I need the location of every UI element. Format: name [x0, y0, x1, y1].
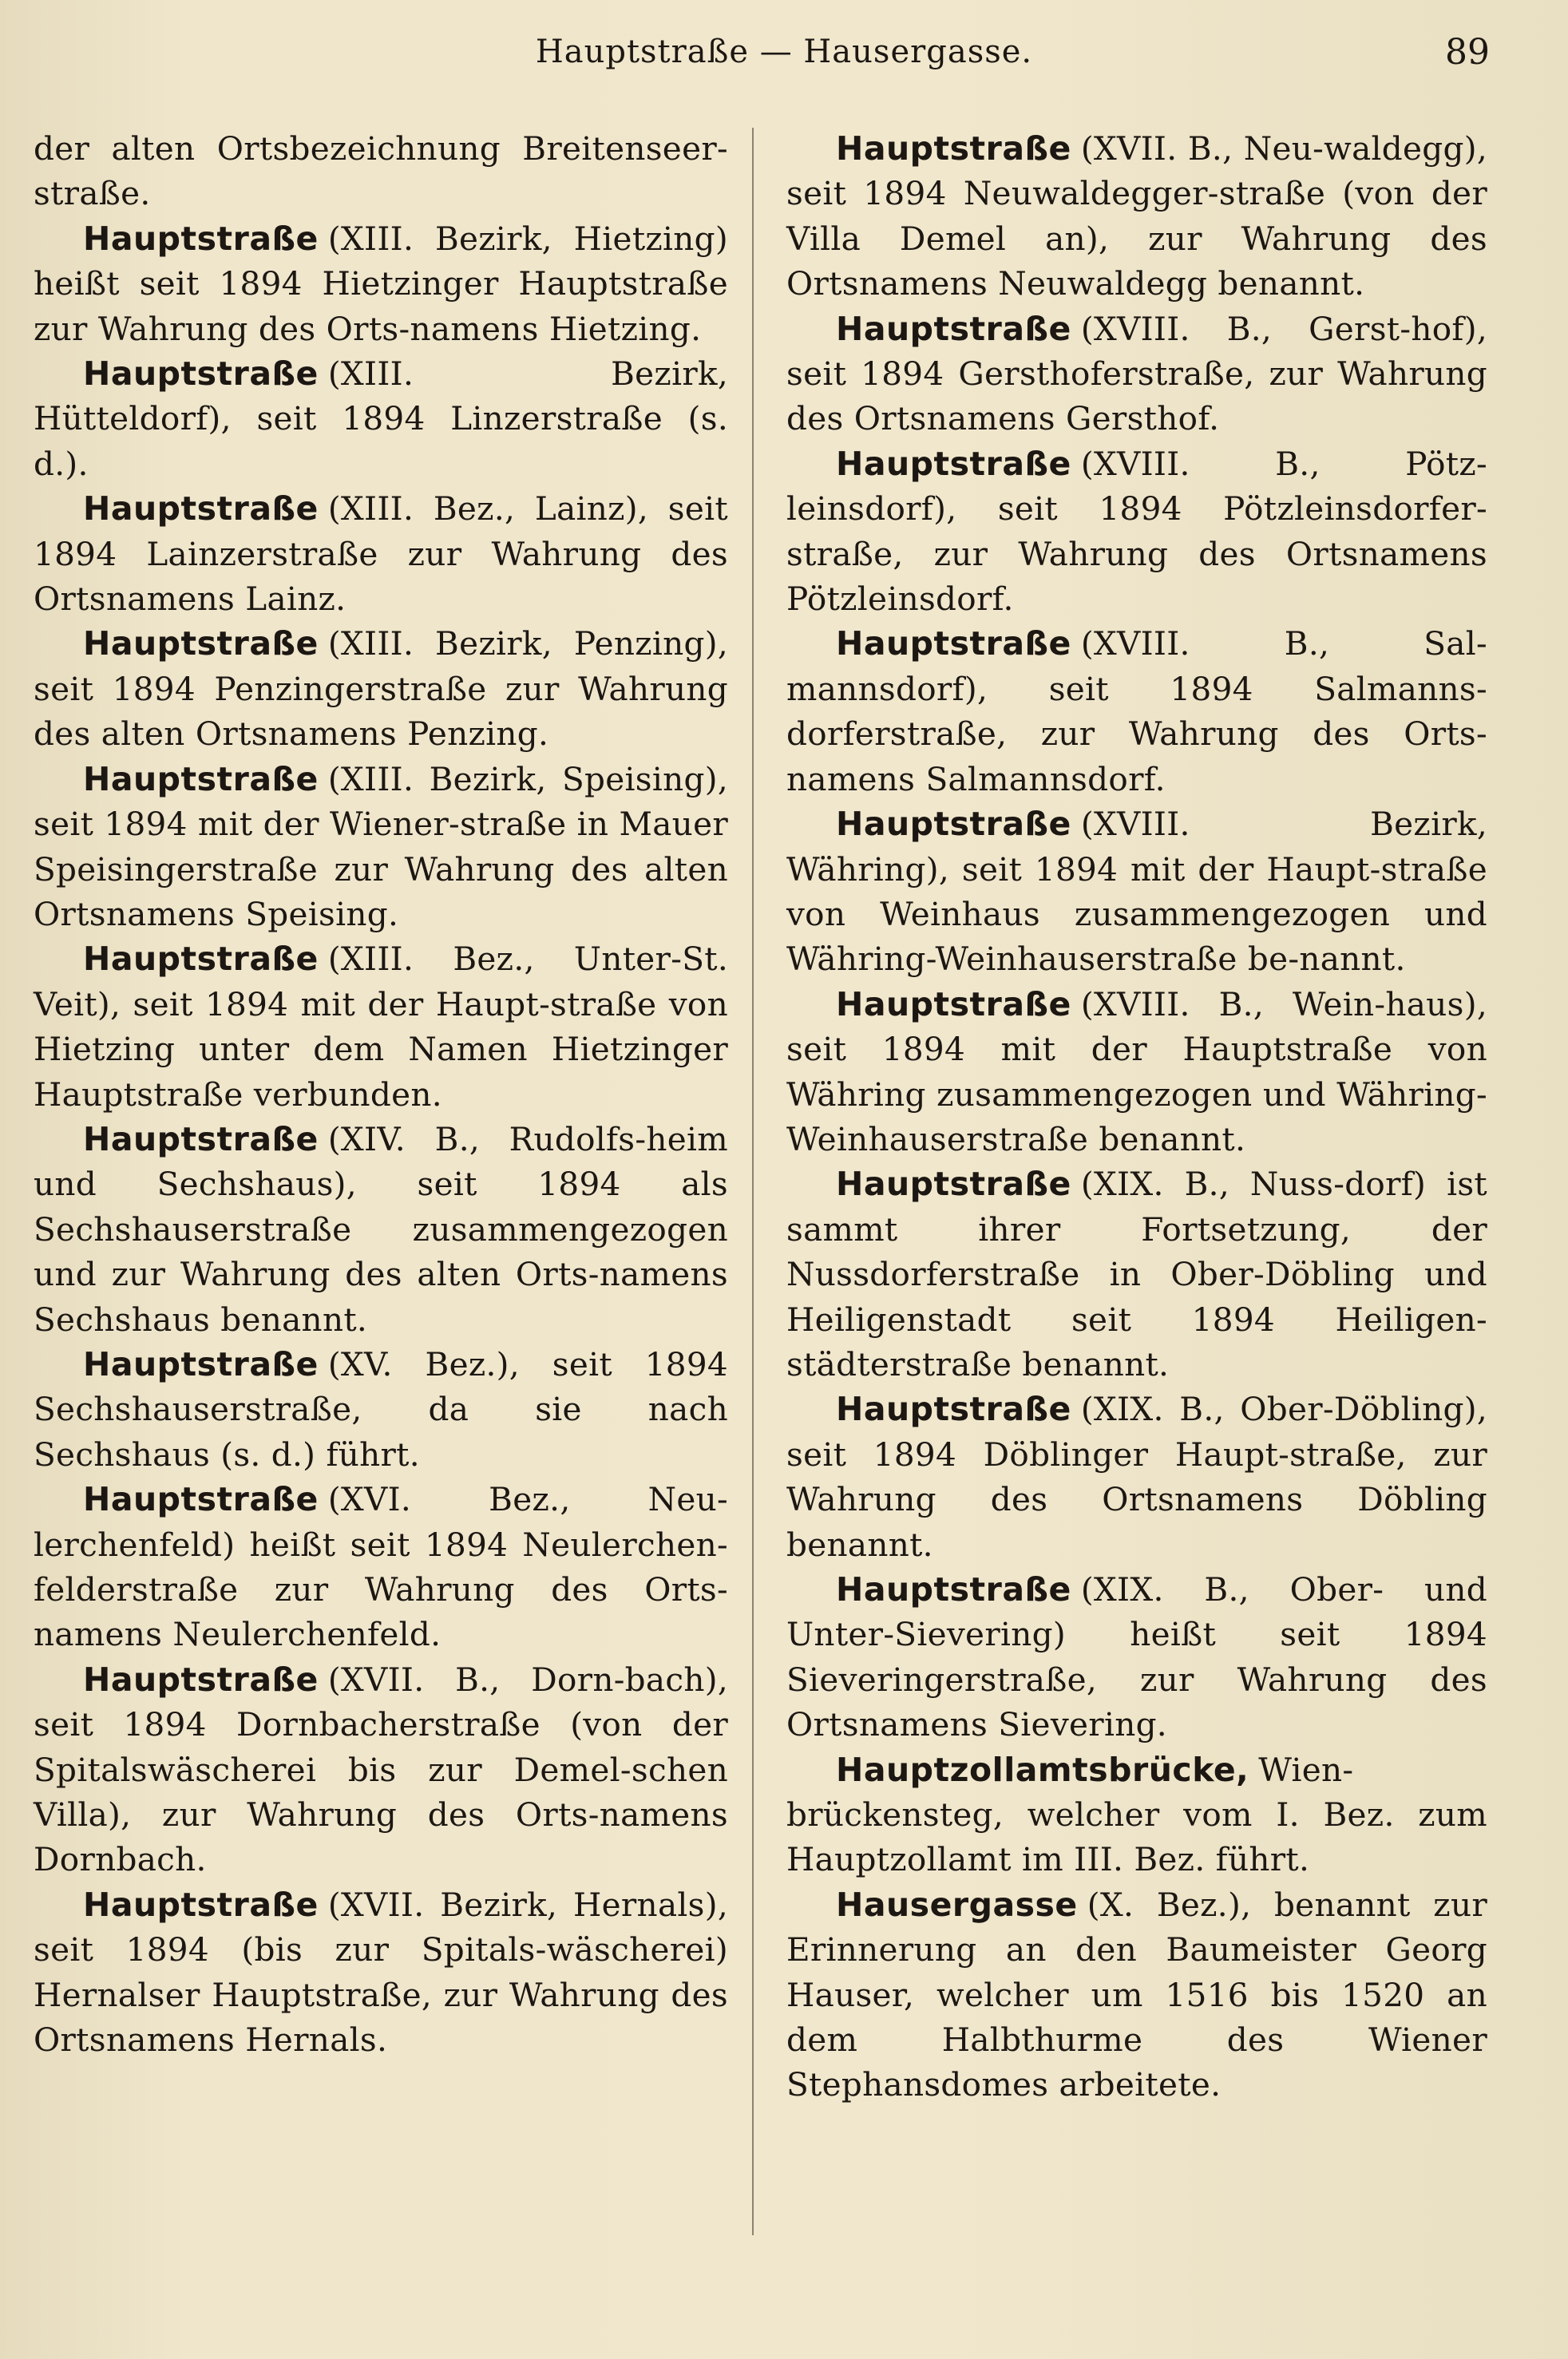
entry-text: (XVII. Bezirk, Hernals), seit 1894 (bis zur Spitals-wäscherei) Hernalser Hauptstraße, zur Wahrung des Ortsnamens Hernals.: [34, 1885, 728, 2060]
running-head: [0, 29, 1568, 77]
entry-text: (XIII. Bez., Unter-St. Veit), seit 1894 mit der Haupt-straße von Hietzing unter dem Namen Hietzinger Hauptstraße verbunden.: [34, 940, 728, 1114]
entry-text: (XVII. B., Dorn-bach), seit 1894 Dornbacherstraße (von der Spitalswäscherei bis zur Demel-schen Villa), zur Wahrung des Orts-namens Dornbach.: [34, 1660, 728, 1879]
entry-text: Wien-brückensteg, welcher vom I. Bez. zum Hauptzollamt im III. Bez. führt.: [786, 1750, 1487, 1879]
entry-headword: Hauptstraße: [83, 1480, 319, 1519]
entry-headword: Hauptstraße: [836, 1390, 1071, 1429]
entry-text: (XVIII. B., Pötz-leinsdorf), seit 1894 Pötzleinsdorfer-straße, zur Wahrung des Ortsnamens Pötzleinsdorf.: [786, 444, 1487, 619]
dictionary-entry: [34, 936, 728, 1117]
page-number: 89: [1445, 32, 1490, 73]
entry-headword: Hauptstraße: [83, 489, 319, 528]
entry-text: (XIII. Bez., Lainz), seit 1894 Lainzerstraße zur Wahrung des Ortsnamens Lainz.: [34, 489, 728, 619]
dictionary-entry: [34, 216, 728, 351]
dictionary-entry: [786, 802, 1487, 982]
right-column: [786, 126, 1487, 2108]
entry-headword: Hauptstraße: [83, 219, 319, 258]
entry-text: (XVII. B., Neu-waldegg), seit 1894 Neuwaldegger-straße (von der Villa Demel an), zur Wahrung des Ortsnamens Neuwaldegg benannt.: [786, 129, 1487, 303]
entry-headword: Hauptstraße: [83, 1344, 319, 1383]
dictionary-entry: [34, 1342, 728, 1477]
entry-text: (XV. Bez.), seit 1894 Sechshauserstraße, da sie nach Sechshaus (s. d.) führt.: [34, 1344, 728, 1474]
left-column: [34, 126, 728, 2062]
entry-headword: Hauptstraße: [83, 759, 319, 798]
dictionary-entry: [786, 1882, 1487, 2108]
entry-text: der alten Ortsbezeichnung Breitenseer-straße.: [34, 129, 728, 213]
entry-headword: Hauptstraße: [83, 1660, 319, 1699]
entry-headword: Hauptstraße: [836, 1570, 1071, 1609]
dictionary-entry: [786, 1567, 1487, 1747]
entry-text: (XVIII. B., Wein-haus), seit 1894 mit der Hauptstraße von Währing zusammengezogen und Währing-Weinhauserstraße benannt.: [786, 984, 1487, 1158]
entry-headword: Hauptstraße: [83, 1885, 319, 1924]
entry-headword: Hauptstraße: [836, 984, 1071, 1023]
entry-text: (XIX. B., Ober- und Unter-Sievering) heißt seit 1894 Sieveringerstraße, zur Wahrung des Ortsnamens Sievering.: [786, 1570, 1487, 1744]
dictionary-entry: [786, 1162, 1487, 1387]
dictionary-entry: [786, 1387, 1487, 1567]
entry-headword: Hauptstraße: [836, 805, 1071, 844]
entry-text: (XIII. Bezirk, Hütteldorf), seit 1894 Linzerstraße (s. d.).: [34, 354, 728, 483]
dictionary-entry: [34, 1657, 728, 1882]
dictionary-entry: [34, 757, 728, 937]
entry-text: (X. Bez.), benannt zur Erinnerung an den Baumeister Georg Hauser, welcher um 1516 bis 1520 an dem Halbthurme des Wiener Stephansdomes arbeitete.: [786, 1885, 1487, 2104]
dictionary-entry: [786, 1747, 1487, 1882]
dictionary-entry: [34, 621, 728, 756]
entry-text: (XVIII. Bezirk, Währing), seit 1894 mit der Haupt-straße von Weinhaus zusammengezogen und Währing-Weinhauserstraße be-nannt.: [786, 805, 1487, 979]
entry-continuation: [34, 126, 728, 216]
entry-text: (XIII. Bezirk, Speising), seit 1894 mit der Wiener-straße in Mauer Speisingerstraße zur Wahrung des alten Ortsnamens Speising.: [34, 759, 728, 933]
entry-headword: Hauptstraße: [83, 624, 319, 663]
dictionary-entry: [34, 1477, 728, 1657]
dictionary-entry: [34, 351, 728, 486]
entry-headword: Hauptstraße: [836, 129, 1071, 168]
entry-text: (XIX. B., Nuss-dorf) ist sammt ihrer Fortsetzung, der Nussdorferstraße in Ober-Döbling und Heiligenstadt seit 1894 Heiligen-städterstraße benannt.: [786, 1165, 1487, 1383]
entry-headword: Hauptstraße: [836, 309, 1071, 348]
page-header-title: Hauptstraße — Hausergasse.: [535, 34, 1033, 70]
entry-headword: Hauptstraße: [83, 1119, 319, 1158]
entry-text: (XVIII. B., Gerst-hof), seit 1894 Gersthoferstraße, zur Wahrung des Ortsnamens Gersthof.: [786, 309, 1487, 438]
dictionary-entry: [786, 126, 1487, 307]
entry-headword: Hauptstraße: [836, 1165, 1071, 1204]
entry-headword: Hauptzollamtsbrücke,: [836, 1750, 1249, 1789]
entry-text: (XIX. B., Ober-Döbling), seit 1894 Döblinger Haupt-straße, zur Wahrung des Ortsnamens Döbling benannt.: [786, 1390, 1487, 1564]
entry-text: (XIII. Bezirk, Penzing), seit 1894 Penzingerstraße zur Wahrung des alten Ortsnamens Penzing.: [34, 624, 728, 754]
entry-headword: Hauptstraße: [836, 624, 1071, 663]
entry-text: (XIII. Bezirk, Hietzing) heißt seit 1894 Hietzinger Hauptstraße zur Wahrung des Orts-namens Hietzing.: [34, 219, 728, 348]
dictionary-entry: [786, 621, 1487, 802]
entry-text: (XVIII. B., Sal-mannsdorf), seit 1894 Salmanns-dorferstraße, zur Wahrung des Orts-namens Salmannsdorf.: [786, 624, 1487, 798]
entry-headword: Hauptstraße: [83, 354, 319, 394]
dictionary-entry: [34, 1117, 728, 1342]
entry-headword: Hausergasse: [836, 1885, 1078, 1924]
entry-text: (XIV. B., Rudolfs-heim und Sechshaus), seit 1894 als Sechshauserstraße zusammengezogen und zur Wahrung des alten Orts-namens Sechshaus benannt.: [34, 1119, 728, 1339]
dictionary-entry: [786, 307, 1487, 441]
entry-headword: Hauptstraße: [836, 444, 1071, 483]
entry-text: (XVI. Bez., Neu-lerchenfeld) heißt seit 1894 Neulerchen-felderstraße zur Wahrung des Orts-namens Neulerchenfeld.: [34, 1480, 728, 1654]
column-divider: [752, 128, 754, 2235]
dictionary-entry: [786, 441, 1487, 622]
dictionary-entry: [34, 486, 728, 621]
entry-headword: Hauptstraße: [83, 940, 319, 979]
dictionary-entry: [786, 982, 1487, 1162]
dictionary-entry: [34, 1882, 728, 2063]
